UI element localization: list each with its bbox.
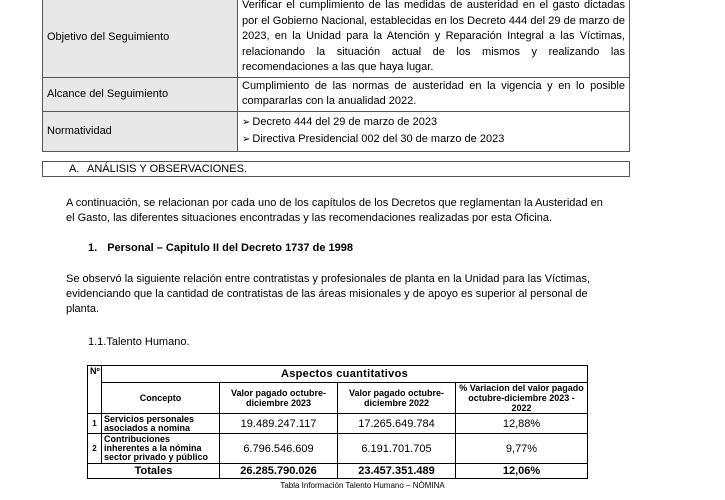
info-value: Cumplimiento de las normas de austeridad en la vigencia y en lo posible compararlas con la anualidad 2022. [238, 77, 630, 111]
table-row [88, 434, 588, 464]
info-value-list [238, 111, 630, 151]
info-row-regulations [43, 111, 630, 151]
row-number: 1 [88, 414, 102, 434]
number-header: Nº [88, 366, 102, 414]
table-row [88, 414, 588, 434]
row-value-b: 6.191.701.705 [338, 434, 456, 464]
table-caption: Tabla Información Talento Humano – NÓMINA [280, 481, 445, 490]
arrow-bullet-icon: ➢ [242, 117, 251, 128]
totals-value-a: 26.285.790.026 [220, 464, 338, 479]
col-b-header: Valor pagado octubre-diciembre 2022 [338, 383, 456, 414]
totals-row [88, 464, 588, 479]
arrow-bullet-icon: ➢ [242, 134, 251, 145]
subsection-title: Personal – Capitulo II del Decreto 1737 de 1998 [107, 242, 353, 254]
col-c-header: % Variacion del valor pagado octubre-diciembre 2023 - 2022 [456, 383, 588, 414]
regulation-text: Decreto 444 del 29 de marzo de 2023 [252, 116, 438, 128]
info-row-objective [43, 0, 630, 77]
observation-paragraph: Se observó la siguiente relación entre contratistas y profesionales de planta en la Unidad para las Víctimas, evidenciando que la cantidad de contratistas de las áreas misionales y de apoyo es superior al personal de planta. [66, 273, 591, 315]
row-value-c: 9,77% [456, 434, 588, 464]
row-value-b: 17.265.649.784 [338, 414, 456, 434]
info-row-scope [43, 77, 630, 111]
subsection-heading [88, 241, 353, 256]
section-title: ANÁLISIS Y OBSERVACIONES. [87, 163, 247, 175]
col-a-header: Valor pagado octubre-diciembre 2023 [220, 383, 338, 414]
totals-label: Totales [88, 464, 220, 479]
table-header-row [88, 383, 588, 414]
row-value-a: 19.489.247.117 [220, 414, 338, 434]
concept-header: Concepto [102, 383, 220, 414]
regulation-text: Directiva Presidencial 002 del 30 de marzo de 2023 [252, 133, 505, 145]
info-label: Normatividad [43, 111, 238, 151]
section-letter: A. [69, 163, 80, 175]
info-label: Alcance del Seguimiento [43, 77, 238, 111]
section-heading [42, 161, 630, 177]
subsubsection-heading: 1.1.Talento Humano. [88, 336, 190, 348]
subsection-number: 1. [88, 242, 98, 254]
info-label: Objetivo del Seguimiento [43, 0, 238, 77]
regulation-item [242, 131, 625, 148]
row-value-a: 6.796.546.609 [220, 434, 338, 464]
table-title-row [88, 366, 588, 383]
row-concept: Servicios personales asociados a nomina [102, 414, 220, 434]
info-value: Verificar el cumplimiento de las medidas de austeridad en el gasto dictadas por el Gobierno Nacional, establecidas en los Decreto 444 del 29 de marzo de 2023, en la Unidad para la Atención y Reparación Integral a las Víctimas, relacionando la situación actual de los mismos y realizando las recomendaciones a las que haya lugar. [238, 0, 630, 77]
intro-paragraph: A continuación, se relacionan por cada uno de los capítulos de los Decretos que reglamentan la Austeridad en el Gasto, las diferentes situaciones encontradas y las recomendaciones realizadas por esta Oficina. [66, 197, 603, 224]
totals-value-c: 12,06% [456, 464, 588, 479]
row-concept: Contribuciones inherentes a la nómina sector privado y público [102, 434, 220, 464]
regulation-item [242, 114, 625, 131]
totals-value-b: 23.457.351.489 [338, 464, 456, 479]
row-value-c: 12,88% [456, 414, 588, 434]
quantitative-table [87, 365, 588, 479]
follow-up-info-table [42, 0, 630, 152]
row-number: 2 [88, 434, 102, 464]
table-title: Aspectos cuantitativos [102, 366, 588, 383]
